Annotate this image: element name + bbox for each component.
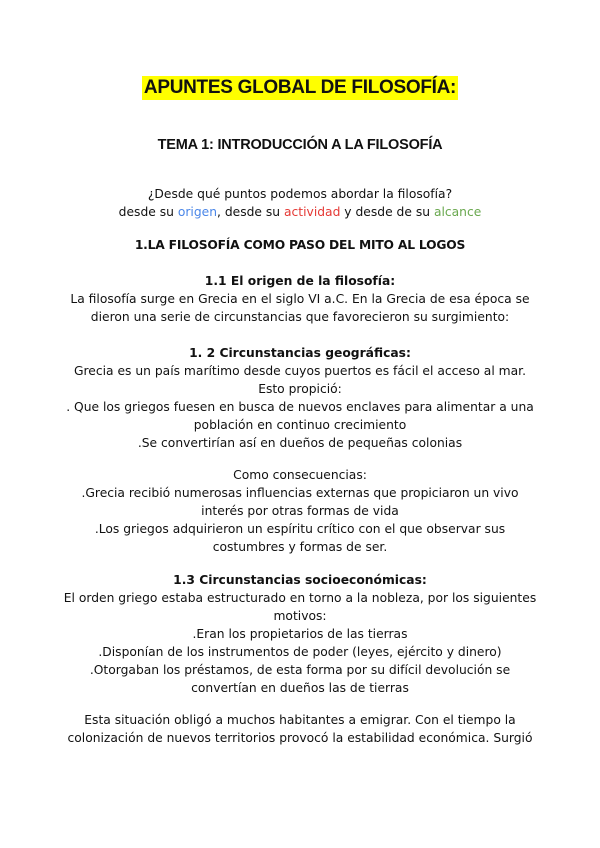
s12-line1: Grecia es un país marítimo desde cuyos puertos es fácil el acceso al mar. <box>73 364 526 378</box>
main-title-text: APUNTES GLOBAL DE FILOSOFÍA: <box>143 77 457 98</box>
intro-mid2: y desde de su <box>340 205 434 219</box>
intro-mid1: , desde su <box>217 205 285 219</box>
s13-line3: .Eran los propietarios de las tierras <box>192 627 408 641</box>
heading-1-2: 1. 2 Circunstancias geográficas: <box>189 346 411 360</box>
s12-line3: . Que los griegos fuesen en busca de nuevos enclaves para alimentar a una <box>66 400 534 414</box>
closing-paragraph <box>40 711 560 747</box>
s13-line5: .Otorgaban los préstamos, de esta forma por su difícil devolución se <box>89 663 511 677</box>
main-title <box>0 76 600 100</box>
s13-line6: convertían en dueños las de tierras <box>191 681 409 695</box>
intro-approaches <box>40 203 560 221</box>
consec-heading: Como consecuencias: <box>233 468 367 482</box>
heading-1-3: 1.3 Circunstancias socioeconómicas: <box>173 573 427 587</box>
heading-1-1: 1.1 El origen de la filosofía: <box>204 274 396 288</box>
word-alcance: alcance <box>433 205 482 219</box>
closing-line2: colonización de nuevos territorios provocó la estabilidad económica. Surgió <box>67 731 533 745</box>
section-1-1 <box>40 272 560 326</box>
consec-line2: interés por otras formas de vida <box>201 504 399 518</box>
s13-line4: .Disponían de los instrumentos de poder (leyes, ejército y dinero) <box>98 645 502 659</box>
s11-line2: dieron una serie de circunstancias que favorecieron su surgimiento: <box>90 310 510 324</box>
consec-line3: .Los griegos adquirieron un espíritu crítico con el que observar sus <box>94 522 506 536</box>
intro-question: ¿Desde qué puntos podemos abordar la filosofía? <box>147 187 453 201</box>
word-origen: origen <box>177 205 218 219</box>
consec-line1: .Grecia recibió numerosas influencias externas que propiciaron un vivo <box>81 486 519 500</box>
s12-line5: .Se convertirían así en dueños de pequeñas colonias <box>137 436 463 450</box>
section-1-3 <box>40 571 560 697</box>
section-title: 1.LA FILOSOFÍA COMO PASO DEL MITO AL LOGOS <box>134 238 466 252</box>
consec-line4: costumbres y formas de ser. <box>212 540 388 554</box>
intro-paragraph <box>40 185 560 221</box>
consequences <box>40 466 560 556</box>
closing-line1: Esta situación obligó a muchos habitantes a emigrar. Con el tiempo la <box>84 713 516 727</box>
section-1-2 <box>40 344 560 452</box>
intro-prefix: desde su <box>118 205 178 219</box>
s12-line4: población en continuo crecimiento <box>193 418 407 432</box>
s12-line2: Esto propició: <box>258 382 342 396</box>
s13-line1: El orden griego estaba estructurado en torno a la nobleza, por los siguientes <box>63 591 537 605</box>
s13-line2: motivos: <box>273 609 327 623</box>
word-actividad: actividad <box>284 205 341 219</box>
tema-title: TEMA 1: INTRODUCCIÓN A LA FILOSOFÍA <box>157 137 443 153</box>
s11-line1: La filosofía surge en Grecia en el siglo VI a.C. En la Grecia de esa época se <box>70 292 530 306</box>
